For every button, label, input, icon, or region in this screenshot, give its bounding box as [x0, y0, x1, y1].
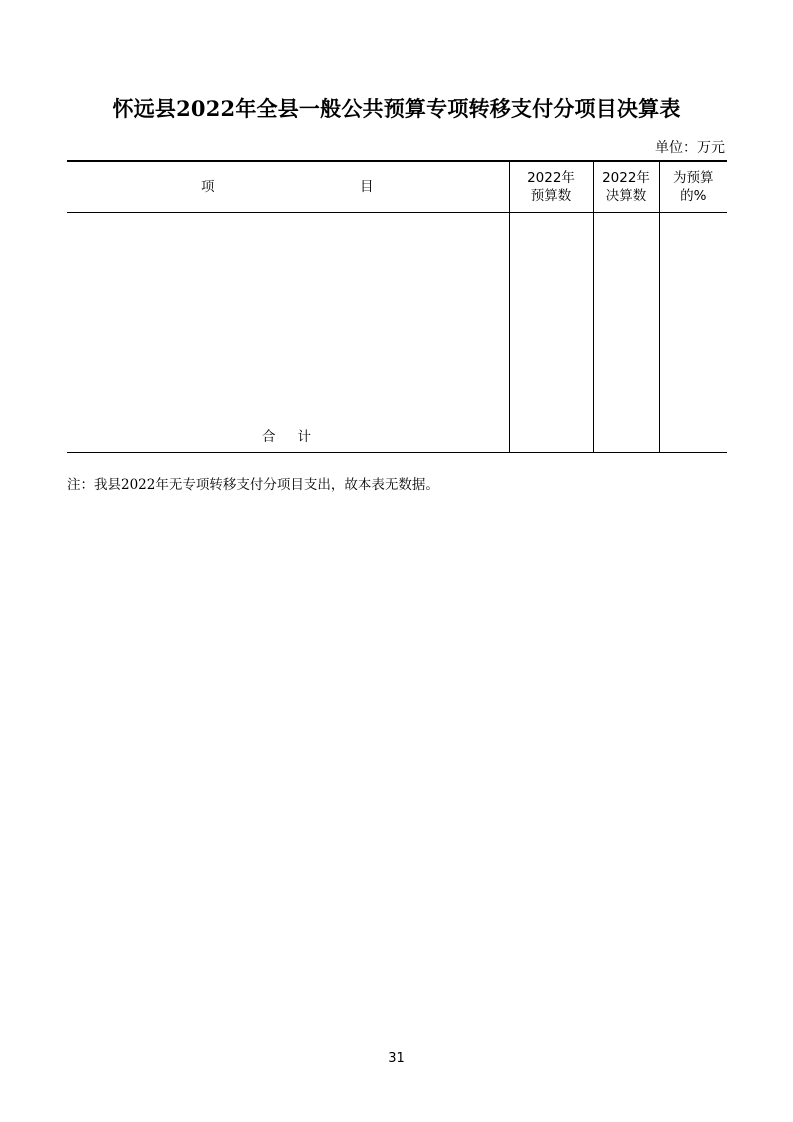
header-final	[593, 161, 659, 213]
header-item-part1: 项	[201, 179, 215, 195]
table-note: 注：我县2022年无专项转移支付分项目支出，故本表无数据。	[67, 477, 439, 493]
header-budget	[509, 161, 593, 213]
page-title: 怀远县2022年全县一般公共预算专项转移支付分项目决算表	[112, 96, 681, 121]
header-percent	[659, 161, 727, 213]
header-final-line1: 2022年	[602, 170, 650, 186]
unit-label: 单位：万元	[655, 140, 725, 156]
header-percent-line1: 为预算	[673, 170, 714, 186]
table-header-row	[67, 161, 727, 213]
table-total-row	[67, 213, 727, 453]
header-final-line2: 决算数	[605, 188, 647, 204]
header-budget-line2: 预算数	[530, 188, 572, 204]
total-label: 合计	[262, 429, 333, 445]
header-item-part2: 目	[360, 179, 374, 195]
page-number: 31	[388, 1051, 405, 1066]
total-percent-cell	[659, 213, 727, 453]
budget-table	[67, 160, 727, 453]
header-percent-line2: 的%	[680, 188, 707, 204]
total-budget-cell	[509, 213, 593, 453]
total-final-cell	[593, 213, 659, 453]
total-label-cell	[67, 213, 509, 453]
header-item	[67, 161, 509, 213]
header-budget-line1: 2022年	[527, 170, 575, 186]
